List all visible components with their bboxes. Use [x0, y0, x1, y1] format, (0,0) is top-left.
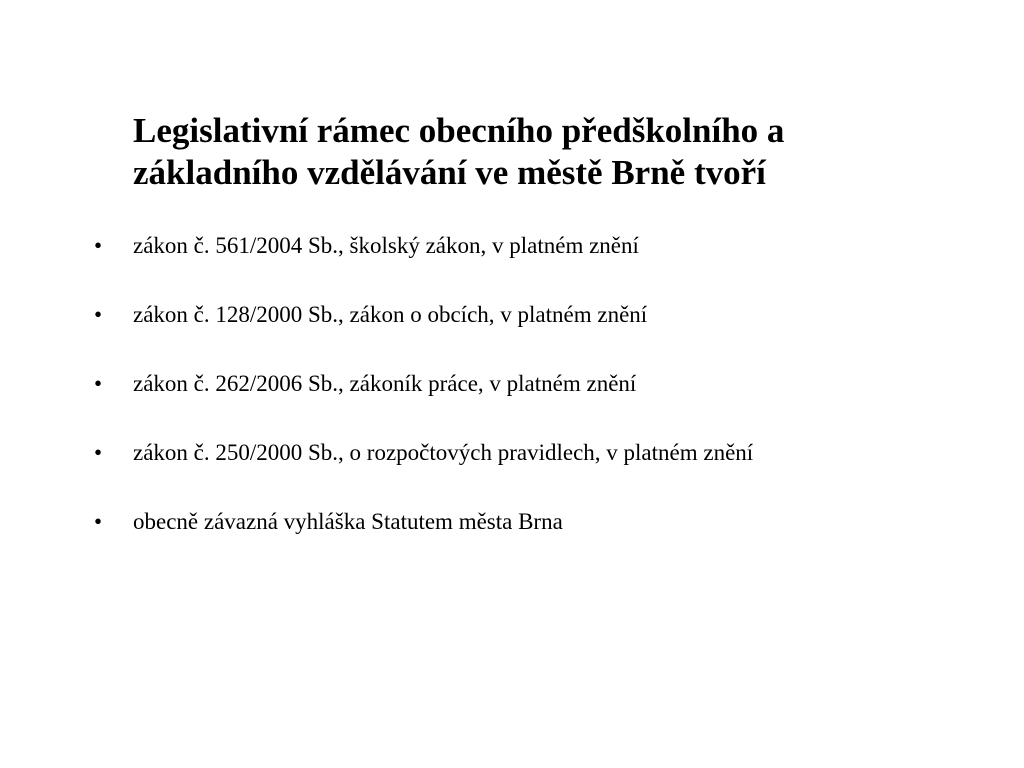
bullet-list — [0, 224, 1024, 569]
list-item-text: zákon č. 561/2004 Sb., školský zákon, v platném znění — [133, 233, 639, 258]
list-item — [0, 362, 1024, 431]
slide-title-line-2: základního vzdělávání ve městě Brně tvoří — [133, 153, 766, 192]
list-item-text: zákon č. 250/2000 Sb., o rozpočtových pravidlech, v platném znění — [133, 440, 754, 465]
slide-title-line-1: Legislativní rámec obecního předškolního a — [133, 111, 785, 150]
bullet-icon: • — [94, 509, 103, 534]
list-item-text: zákon č. 262/2006 Sb., zákoník práce, v platném znění — [133, 371, 637, 396]
list-item-text: obecně závazná vyhláška Statutem města Brna — [133, 509, 563, 534]
list-item-text: zákon č. 128/2000 Sb., zákon o obcích, v platném znění — [133, 302, 648, 327]
list-item — [0, 500, 1024, 569]
list-item — [0, 224, 1024, 293]
list-item — [0, 431, 1024, 500]
bullet-icon: • — [94, 440, 103, 465]
slide-title — [133, 110, 993, 194]
list-item — [0, 293, 1024, 362]
bullet-icon: • — [94, 302, 103, 327]
bullet-icon: • — [94, 233, 103, 258]
bullet-icon: • — [94, 371, 103, 396]
